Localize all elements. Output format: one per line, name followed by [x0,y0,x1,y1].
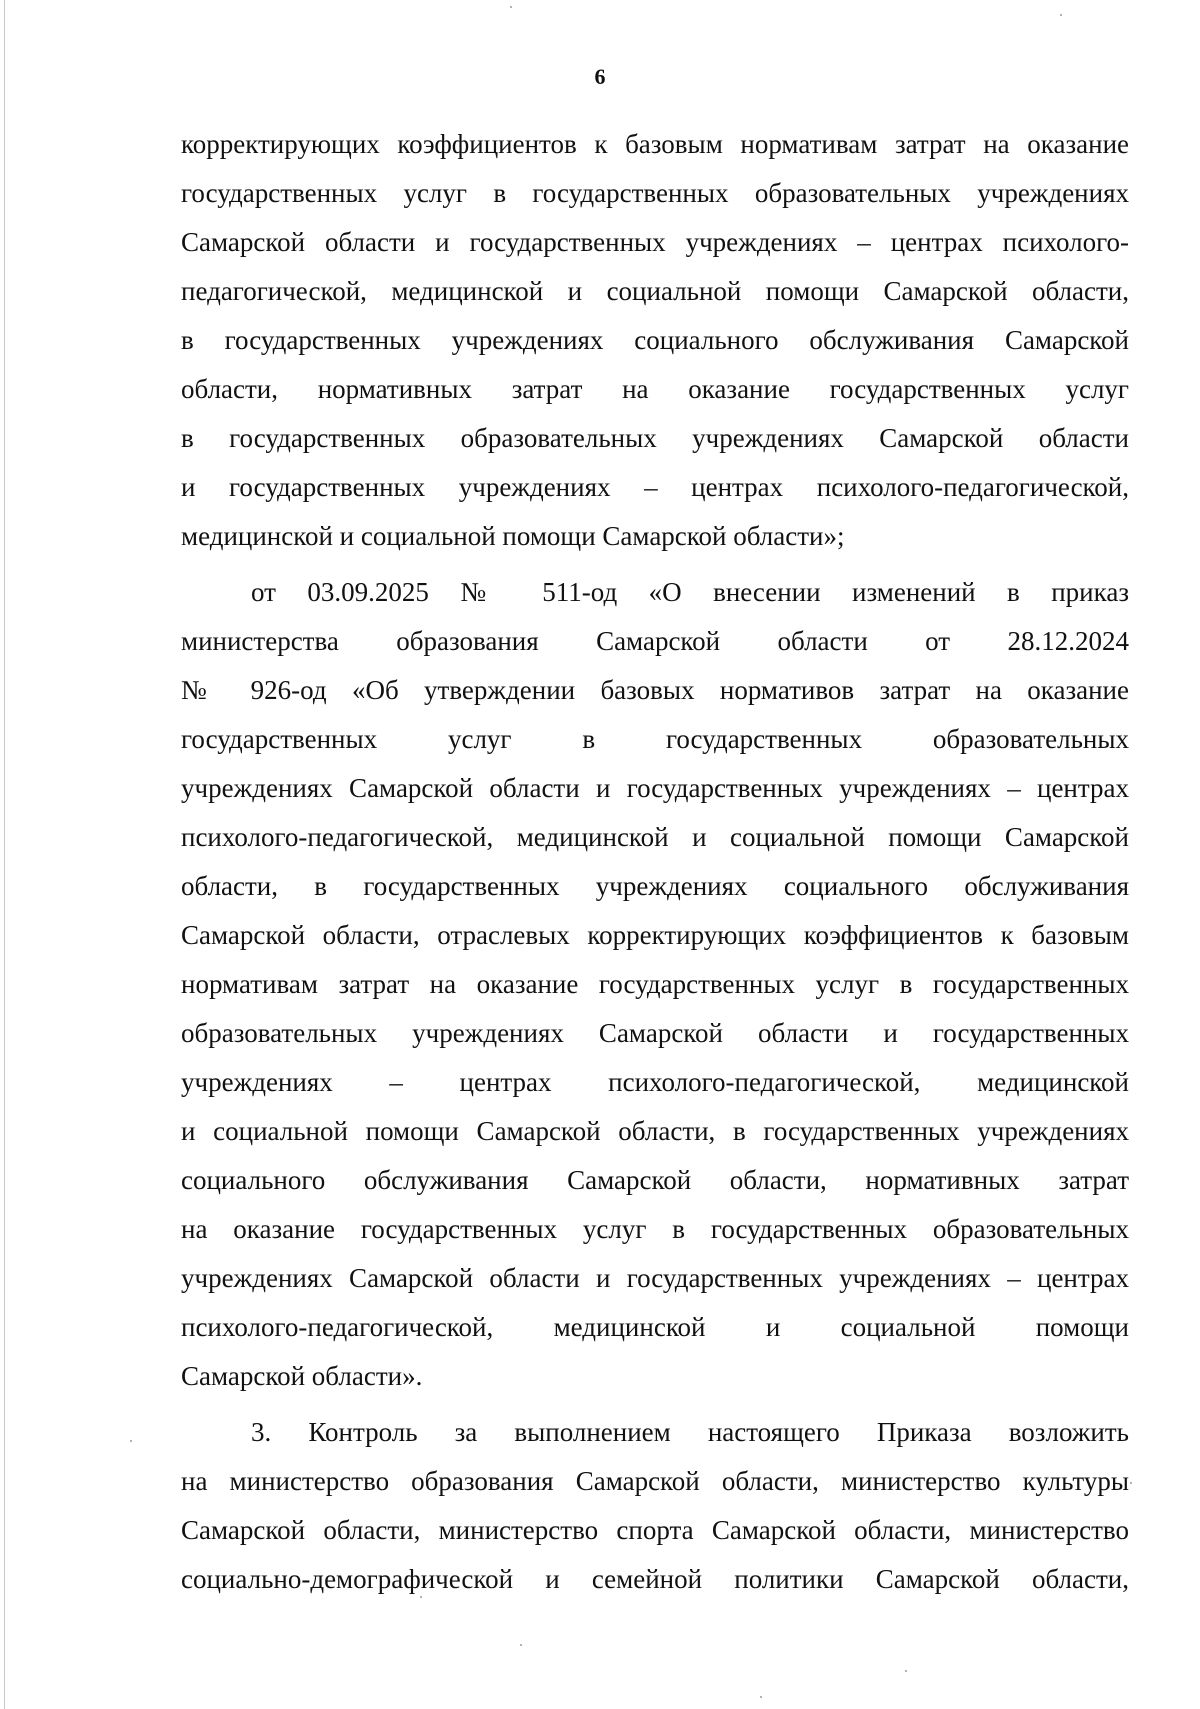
text-line: учреждениях Самарской области и государственных учреждениях – центрах [181,773,1129,803]
text-line: на оказание государственных услуг в государственных образовательных [181,1214,1129,1244]
text-line: социального обслуживания Самарской области, нормативных затрат [181,1165,1129,1195]
text-line: учреждениях Самарской области и государственных учреждениях – центрах [181,1263,1129,1293]
scan-speck [1060,14,1062,16]
text-line: 3. Контроль за выполнением настоящего Приказа возложить [251,1417,1129,1447]
text-line: медицинской и социальной помощи Самарской области»; [181,521,845,551]
scan-speck [1130,1482,1132,1484]
text-line: министерства образования Самарской области от 28.12.2024 [181,626,1129,656]
paragraph-order-511 [181,568,1129,1401]
text-line: психолого-педагогической, медицинской и социальной помощи [181,1312,1129,1342]
text-line: нормативам затрат на оказание государственных услуг в государственных [181,969,1129,999]
text-line: государственных услуг в государственных образовательных [181,724,1129,754]
text-line: учреждениях – центрах психолого-педагогической, медицинской [181,1067,1129,1097]
paragraph-item-3 [181,1408,1129,1604]
page-number: 6 [594,64,606,89]
text-line: в государственных учреждениях социального обслуживания Самарской [181,325,1129,355]
scan-speck [760,1696,762,1698]
text-line: и государственных учреждениях – центрах психолого-педагогической, [181,472,1129,502]
text-line: Самарской области». [181,1361,423,1391]
text-line: образовательных учреждениях Самарской области и государственных [181,1018,1129,1048]
text-line: и социальной помощи Самарской области, в государственных учреждениях [181,1116,1129,1146]
text-line: государственных услуг в государственных образовательных учреждениях [181,178,1129,208]
scan-speck [520,1644,522,1646]
paragraph-continuation [181,120,1129,561]
text-line: области, нормативных затрат на оказание государственных услуг [181,374,1129,404]
text-line: Самарской области и государственных учреждениях – центрах психолого- [181,227,1129,257]
text-line: психолого-педагогической, медицинской и социальной помощи Самарской [181,822,1129,852]
scan-speck [420,1596,422,1598]
scan-speck [510,6,512,8]
scan-speck [905,1670,907,1672]
scan-speck [130,1440,132,1442]
text-line: Самарской области, отраслевых корректирующих коэффициентов к базовым [181,920,1129,950]
text-line: в государственных образовательных учреждениях Самарской области [181,423,1129,453]
text-line: корректирующих коэффициентов к базовым нормативам затрат на оказание [181,129,1129,159]
text-line: Самарской области, министерство спорта Самарской области, министерство [181,1515,1129,1545]
scan-edge-line [4,0,5,1709]
document-body [181,120,1129,1604]
text-line: от 03.09.2025 № 511-од «О внесении изменений в приказ [251,577,1129,607]
text-line: на министерство образования Самарской области, министерство культуры [181,1466,1129,1496]
text-line: № 926-од «Об утверждении базовых нормативов затрат на оказание [181,675,1129,705]
text-line: области, в государственных учреждениях социального обслуживания [181,871,1129,901]
text-line: социально-демографической и семейной политики Самарской области, [181,1564,1129,1594]
text-line: педагогической, медицинской и социальной помощи Самарской области, [181,276,1129,306]
